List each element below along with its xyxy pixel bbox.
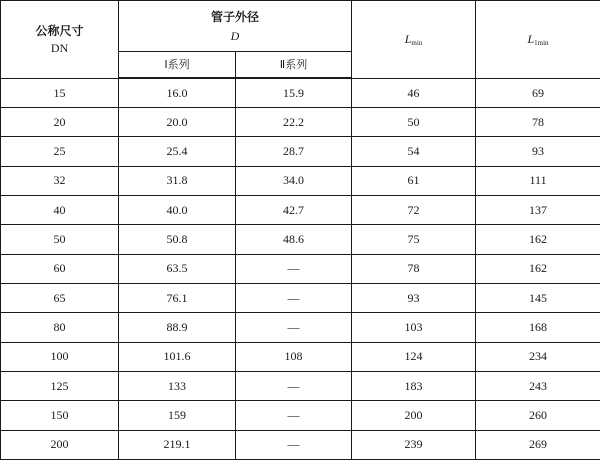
nominal-size-symbol: DN	[50, 41, 69, 56]
dn-cell: 20	[1, 108, 119, 137]
series-1-cell: 20.0	[119, 108, 236, 137]
l1min-symbol: L	[527, 31, 535, 46]
lmin-cell: 61	[352, 166, 476, 195]
lmin-cell: 78	[352, 254, 476, 283]
dn-cell: 100	[1, 342, 119, 371]
lmin-cell: 200	[352, 401, 476, 430]
series-1-cell: 133	[119, 371, 236, 400]
table-row	[1, 313, 600, 342]
series-2-cell: —	[236, 254, 352, 283]
lmin-cell: 72	[352, 196, 476, 225]
lmin-cell: 239	[352, 430, 476, 459]
l1min-cell: 111	[476, 166, 600, 195]
table-row	[1, 430, 600, 459]
l1min-cell: 137	[476, 196, 600, 225]
l1min-cell: 168	[476, 313, 600, 342]
lmin-symbol: L	[404, 31, 412, 46]
lmin-cell: 46	[352, 78, 476, 107]
l1min-cell: 162	[476, 254, 600, 283]
l1min-cell: 69	[476, 78, 600, 107]
series-1-header: Ⅰ系列	[119, 51, 236, 78]
dn-cell: 40	[1, 196, 119, 225]
header-row-top	[1, 1, 600, 52]
dn-cell: 32	[1, 166, 119, 195]
series-1-cell: 63.5	[119, 254, 236, 283]
l1min-cell: 269	[476, 430, 600, 459]
nominal-size-header	[1, 1, 119, 79]
series-2-cell: —	[236, 284, 352, 313]
lmin-subscript: min	[411, 38, 423, 47]
series-2-cell: 22.2	[236, 108, 352, 137]
table-row	[1, 166, 600, 195]
series-2-cell: 108	[236, 342, 352, 371]
series-1-cell: 159	[119, 401, 236, 430]
l1min-cell: 243	[476, 371, 600, 400]
series-2-cell: —	[236, 313, 352, 342]
table-row	[1, 284, 600, 313]
l1min-cell: 260	[476, 401, 600, 430]
table-row	[1, 78, 600, 107]
nominal-size-label: 公称尺寸	[35, 24, 84, 39]
series-2-cell: 28.7	[236, 137, 352, 166]
lmin-header	[352, 1, 476, 79]
table-row	[1, 401, 600, 430]
series-2-cell: 48.6	[236, 225, 352, 254]
outer-diameter-header	[119, 1, 352, 52]
series-2-header: Ⅱ系列	[236, 51, 352, 78]
outer-diameter-label: 管子外径	[211, 9, 260, 24]
l1min-header	[476, 1, 600, 79]
lmin-cell: 93	[352, 284, 476, 313]
dn-cell: 50	[1, 225, 119, 254]
l1min-subscript: 1min	[534, 38, 549, 47]
dn-cell: 80	[1, 313, 119, 342]
series-2-cell: 15.9	[236, 78, 352, 107]
series-2-cell: —	[236, 371, 352, 400]
series-2-cell: —	[236, 430, 352, 459]
l1min-cell: 145	[476, 284, 600, 313]
lmin-cell: 50	[352, 108, 476, 137]
lmin-cell: 103	[352, 313, 476, 342]
dn-cell: 15	[1, 78, 119, 107]
table-row	[1, 225, 600, 254]
dn-cell: 150	[1, 401, 119, 430]
lmin-cell: 75	[352, 225, 476, 254]
dn-cell: 200	[1, 430, 119, 459]
series-1-cell: 88.9	[119, 313, 236, 342]
series-1-cell: 40.0	[119, 196, 236, 225]
l1min-cell: 162	[476, 225, 600, 254]
l1min-cell: 78	[476, 108, 600, 137]
series-1-cell: 50.8	[119, 225, 236, 254]
series-1-cell: 16.0	[119, 78, 236, 107]
l1min-cell: 93	[476, 137, 600, 166]
series-1-cell: 219.1	[119, 430, 236, 459]
series-1-cell: 76.1	[119, 284, 236, 313]
series-1-cell: 31.8	[119, 166, 236, 195]
series-2-cell: 34.0	[236, 166, 352, 195]
table-row	[1, 196, 600, 225]
dn-cell: 125	[1, 371, 119, 400]
series-2-cell: 42.7	[236, 196, 352, 225]
dn-cell: 65	[1, 284, 119, 313]
table-row	[1, 342, 600, 371]
l1min-cell: 234	[476, 342, 600, 371]
series-1-cell: 101.6	[119, 342, 236, 371]
dn-cell: 25	[1, 137, 119, 166]
outer-diameter-symbol: D	[230, 28, 240, 43]
table-row	[1, 254, 600, 283]
table-row	[1, 137, 600, 166]
table-row	[1, 108, 600, 137]
dn-cell: 60	[1, 254, 119, 283]
series-2-cell: —	[236, 401, 352, 430]
series-1-cell: 25.4	[119, 137, 236, 166]
lmin-cell: 54	[352, 137, 476, 166]
lmin-cell: 124	[352, 342, 476, 371]
table-row	[1, 371, 600, 400]
lmin-cell: 183	[352, 371, 476, 400]
